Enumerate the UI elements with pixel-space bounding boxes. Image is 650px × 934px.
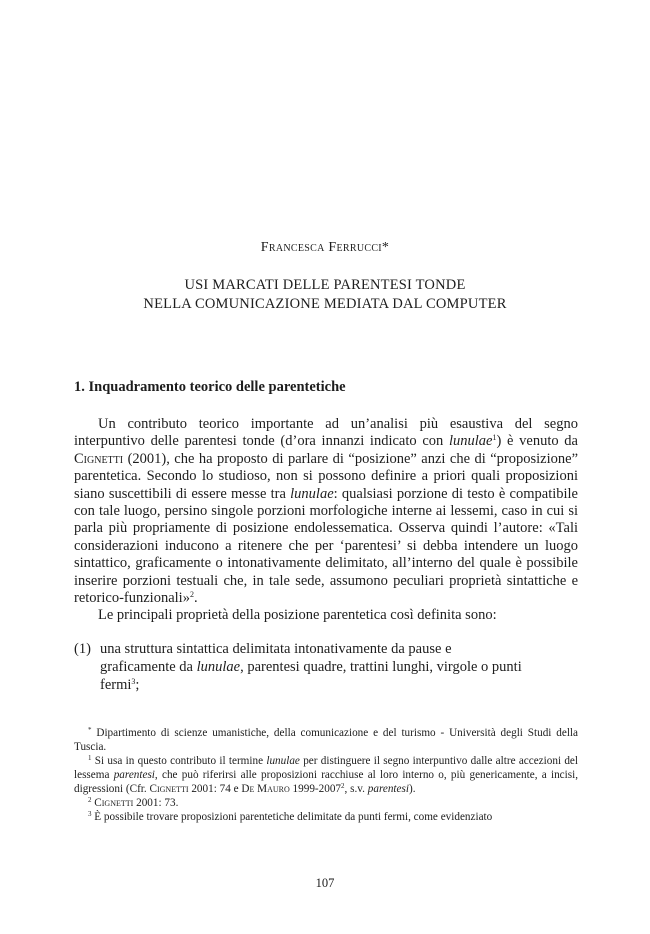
- paper-title: [0, 276, 650, 314]
- author-cignetti: Cignetti: [74, 450, 124, 467]
- section-heading: 1. Inquadramento teorico delle parentetiche: [74, 379, 346, 395]
- footnote-2: $^2$ Cignetti 2001: 73.: [88, 796, 179, 809]
- title-line-1: USI MARCATI DELLE PARENTESI TONDE: [184, 277, 466, 293]
- page-number: 107: [315, 876, 335, 890]
- author-name: Francesca Ferrucci*: [260, 240, 390, 255]
- footnote-author: * Dipartimento di scienze umanistiche, della comunicazione e del turismo - Università degli Studi della Tuscia.: [74, 726, 578, 753]
- list-item-number: (1): [74, 641, 91, 657]
- footnote-3: $^3$ È possibile trovare proposizioni parentetiche delimitate da punti fermi, come evidenziato: [88, 810, 493, 823]
- title-line-2: NELLA COMUNICAZIONE MEDIATA DAL COMPUTER: [143, 296, 507, 312]
- paragraph-1: Un contributo teorico importante ad un’analisi più esaustiva del segno interpuntivo delle parentesi tonde (d’ora innanzi indicato con lunulae$^1$) è venuto da Cignetti (2001), che ha proposto di parlare di “posizione” anzi che di “proposizione” parentetica. Secondo lo studioso, non si possono definire a priori quali proposizioni siano suscettibili di essere messe tra lunulae: qualsiasi porzione di testo è compatibile con tale luogo, persino singole porzioni morfologiche interne ai lessemi, caso in cui si parla più propriamente di posizione endolessematica. Osserva quindi l’autore: «Tali considerazioni inducono a ritenere che per ‘parentesi’ si debba intendere un luogo sintattico, graficamente o intonativamente delimitato, all’interno del quale è possibile inserire porzioni testuali che, in tale sede, assumono peculiari proprietà sintattiche e retorico-funzionali»$^2$.: [74, 416, 578, 607]
- footnote-ref-1: 1: [492, 433, 497, 443]
- footnote-ref-2: 2: [189, 590, 194, 600]
- footnote-1: $^1$ Si usa in questo contributo il termine lunulae per distinguere il segno interpuntivo dalle altre accezioni del lessema parentesi, che può riferirsi alle proposizioni racchiuse al loro interno o, più genericamente, a incisi, digressioni (Cfr. Cignetti 2001: 74 e De Mauro 1999-2007$^2$, s.v. parentesi).: [74, 754, 579, 795]
- list-item: una struttura sintattica delimitata intonativamente da pause e graficamente da lunulae, parentesi quadre, trattini lunghi, virgole o punti fermi$^3$;: [100, 641, 522, 693]
- footnotes: [74, 726, 578, 824]
- body-text: [74, 416, 578, 625]
- property-list: [74, 641, 578, 694]
- term-lunulae: lunulae: [448, 433, 493, 450]
- term-lunulae: lunulae: [196, 658, 241, 675]
- term-lunulae: lunulae: [290, 485, 334, 502]
- paragraph-2: Le principali proprietà della posizione parentetica così definita sono:: [98, 607, 497, 624]
- footnote-ref-3: 3: [131, 676, 136, 686]
